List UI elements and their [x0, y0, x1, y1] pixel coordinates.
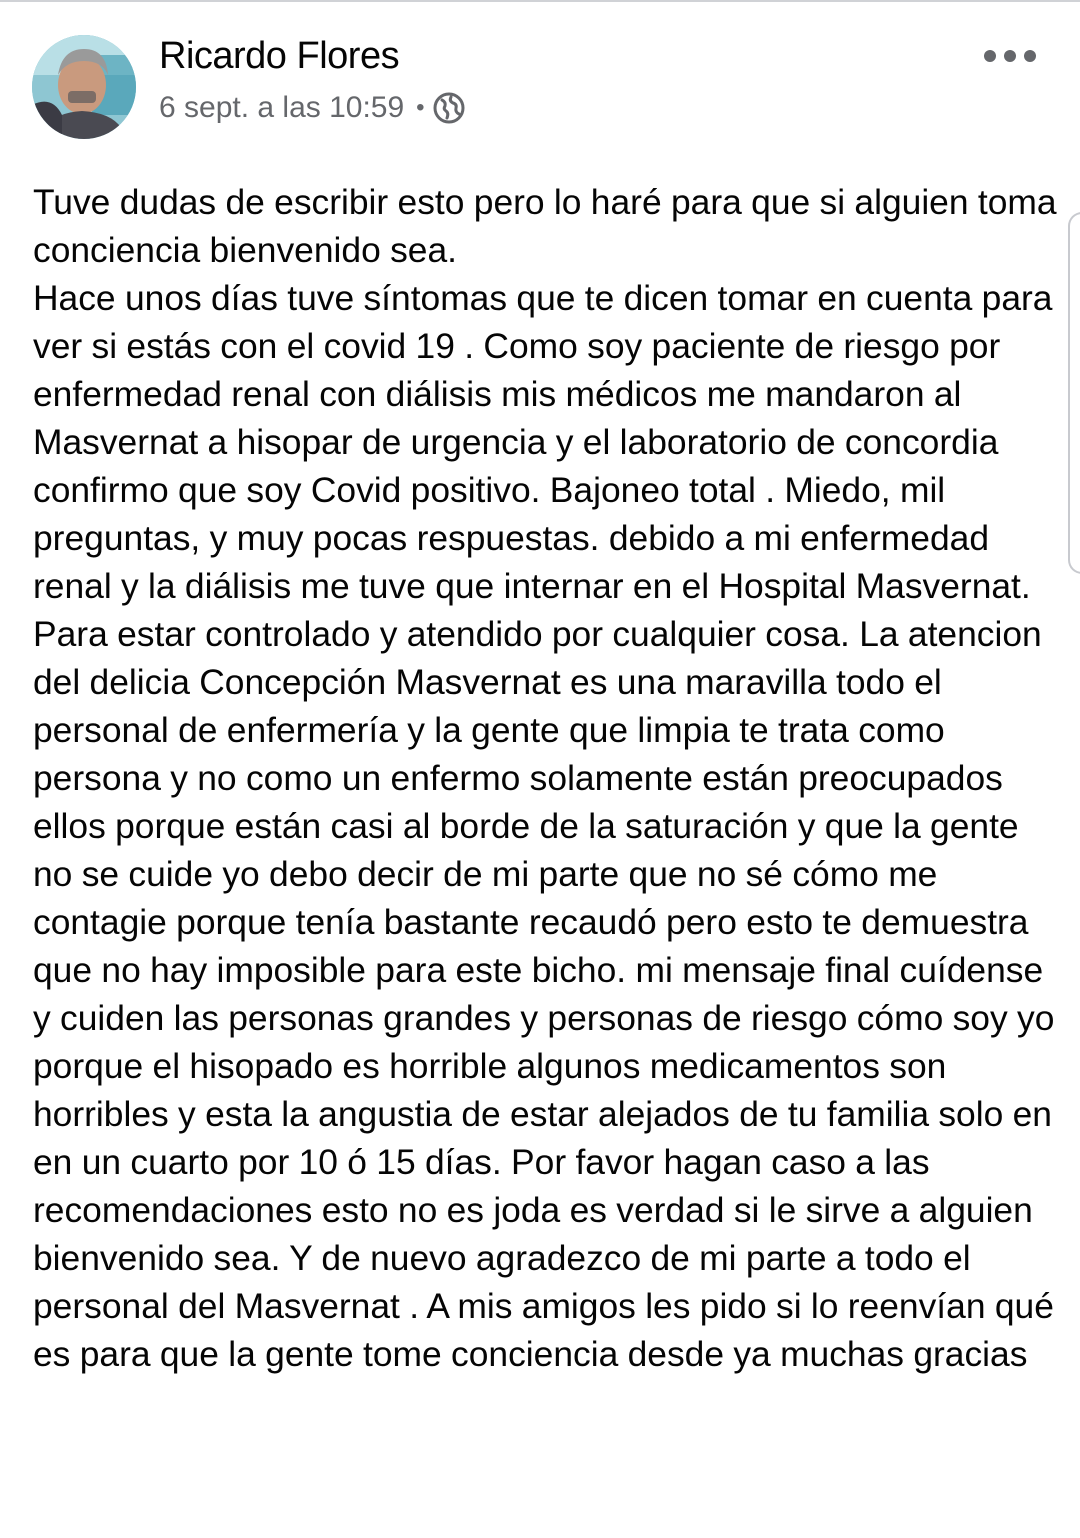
more-dot: [984, 50, 996, 62]
post-meta: [159, 88, 465, 128]
post-timestamp[interactable]: 6 sept. a las 10:59: [159, 91, 405, 124]
meta-separator: •: [416, 94, 425, 121]
post-text: Tuve dudas de escribir esto pero lo haré para que si alguien toma conciencia bienvenido sea. Hace unos días tuve síntomas que te dicen tomar en cuenta para ver si estás con el covid 19 . Como soy paciente de riesgo por enfermedad renal con diálisis mis médicos me mandaron al Masvernat a hisopar de urgencia y el laboratorio de concordia confirmo que soy Covid positivo. Bajoneo total . Miedo, mil preguntas, y muy pocas respuestas. debido a mi enfermedad renal y la diálisis me tuve que internar en el Hospital Masvernat. Para estar controlado y atendido por cualquier cosa. La atencion del delicia Concepción Masvernat es una maravilla todo el personal de enfermería y la gente que limpia te trata como persona y no como un enfermo solamente están preocupados ellos porque están casi al borde de la saturación y que la gente no se cuide yo debo decir de mi parte que no sé cómo me contagie porque tenía bastante recaudó pero esto te demuestra que no hay imposible para este bicho. mi mensaje final cuídense y cuiden las personas grandes y personas de riesgo cómo soy yo porque el hisopado es horrible algunos medicamentos son horribles y esta la angustia de estar alejados de tu familia solo en en un cuarto por 10 ó 15 días. Por favor hagan caso a las recomendaciones esto no es joda es verdad si le sirve a alguien bienvenido sea. Y de nuevo agradezco de mi parte a todo el personal del Masvernat . A mis amigos les pido si lo reenvían qué es para que la gente tome conciencia desde ya muchas gracias: [33, 182, 1057, 1374]
more-options-icon[interactable]: [984, 38, 1036, 74]
globe-icon[interactable]: [433, 92, 465, 124]
top-divider: [0, 0, 1080, 2]
scrollbar-handle[interactable]: [1068, 212, 1080, 574]
avatar[interactable]: [32, 35, 136, 139]
more-dot: [1024, 50, 1036, 62]
more-dot: [1004, 50, 1016, 62]
author-name[interactable]: Ricardo Flores: [159, 35, 400, 77]
avatar-photo: [32, 35, 136, 139]
